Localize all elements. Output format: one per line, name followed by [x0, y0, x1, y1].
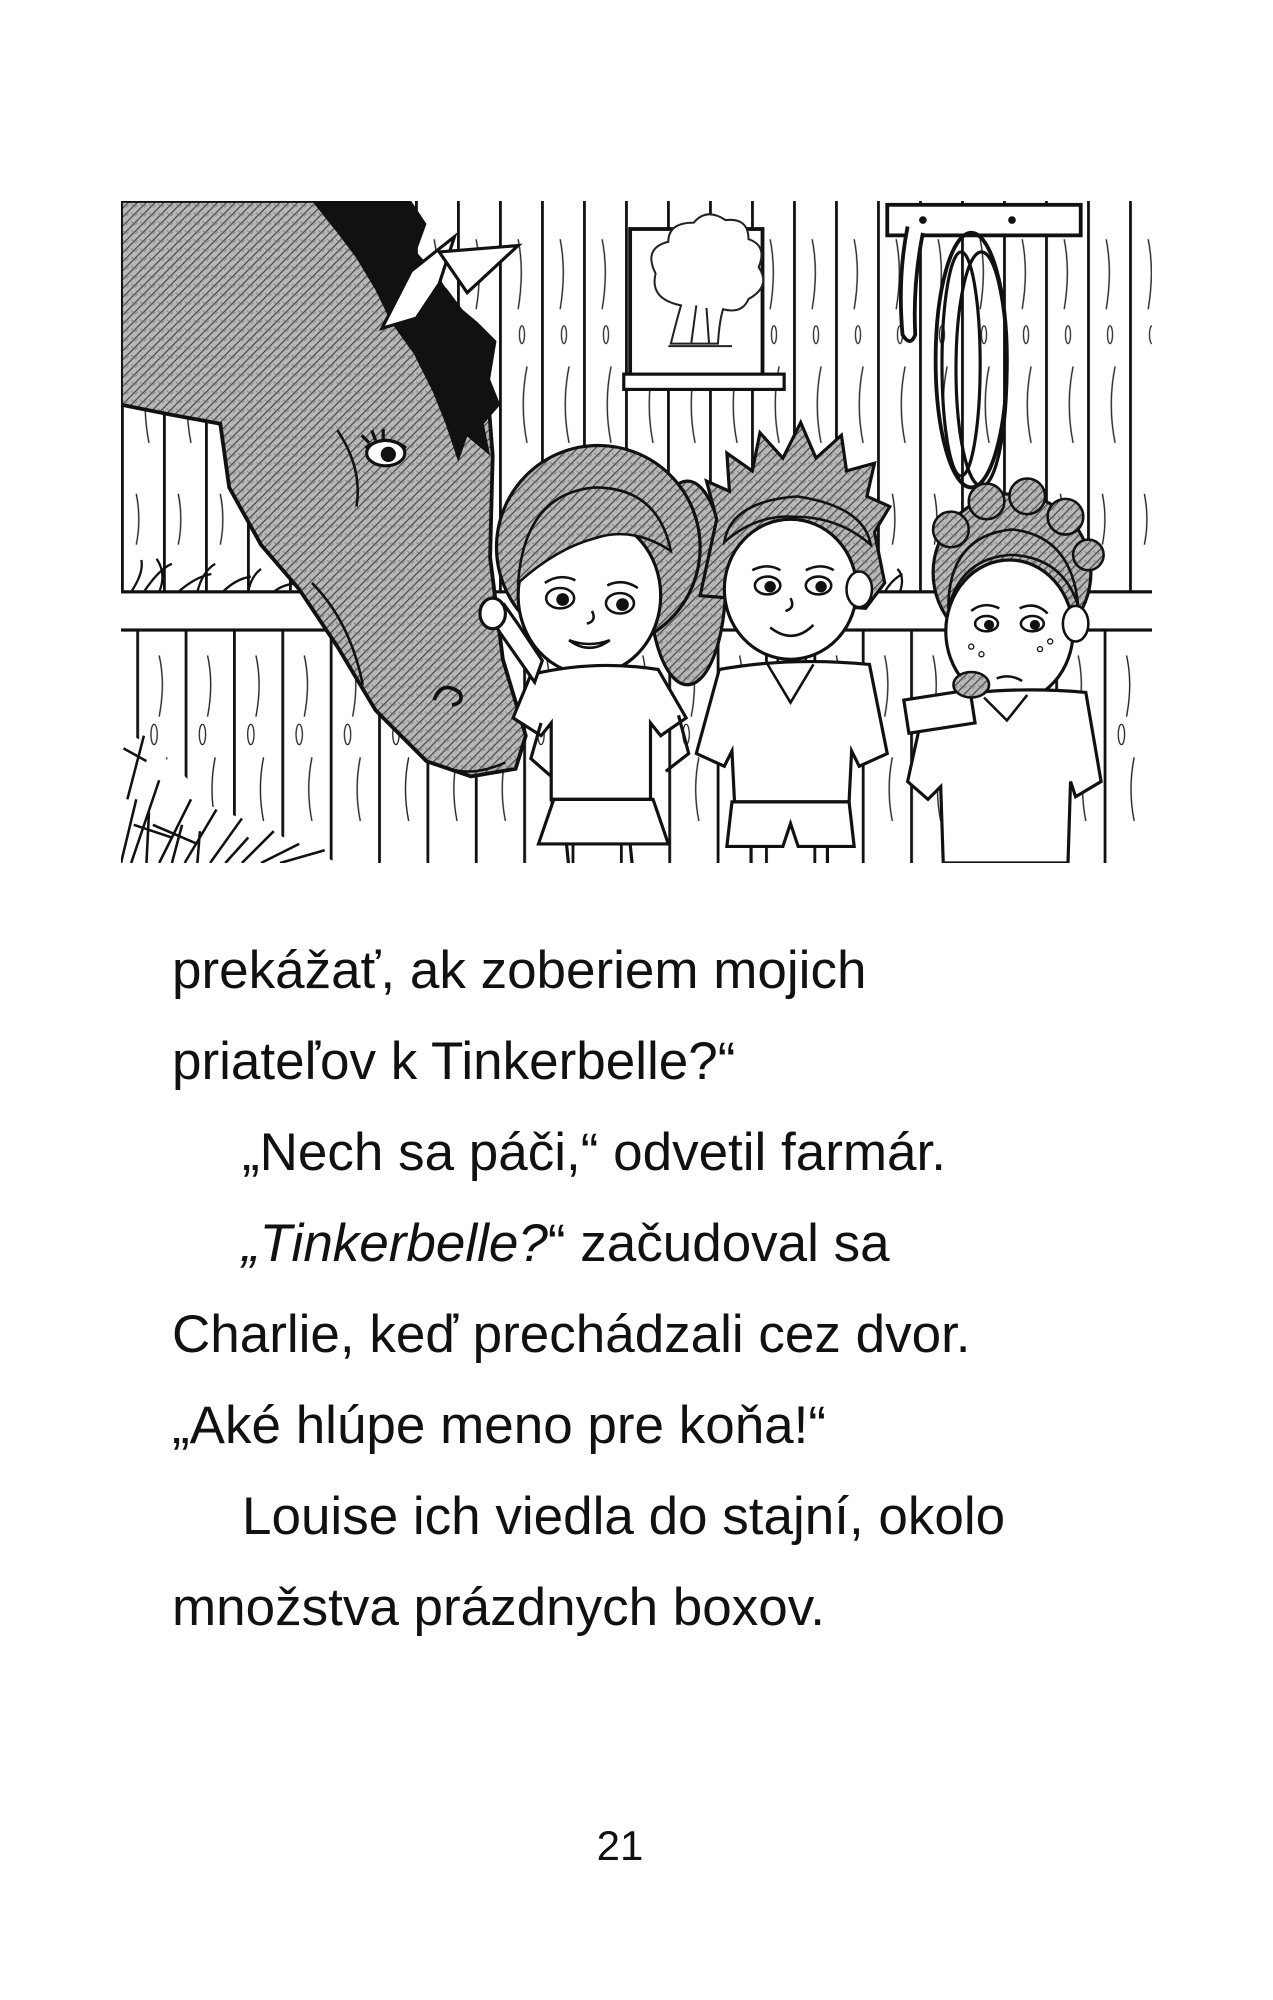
- text-line: množstva prázdnych boxov.: [172, 1578, 826, 1637]
- nail: [1008, 216, 1016, 224]
- hair-curl: [969, 484, 1005, 520]
- text-line: Charlie, keď prechádzali cez dvor.: [172, 1305, 971, 1364]
- boy-right-hand: [953, 672, 989, 697]
- page-number: 21: [596, 1822, 644, 1869]
- hair-curl: [933, 512, 969, 548]
- hair-curl: [1073, 540, 1104, 571]
- boy-middle-ear: [847, 571, 872, 607]
- boy-right-pupil: [1030, 620, 1040, 630]
- boy-middle-pupil: [815, 581, 826, 592]
- girl-pupil: [556, 593, 569, 606]
- illustration-drawing: [121, 201, 1152, 863]
- boy-middle-pupil: [764, 581, 775, 592]
- italic-horse-name: „Tinkerbelle?: [242, 1214, 548, 1273]
- text-line: „Aké hlúpe meno pre koňa!“: [172, 1396, 827, 1455]
- shelf: [624, 374, 784, 389]
- picture-frame: [624, 214, 784, 389]
- nail: [919, 216, 927, 224]
- text-line: prekážať, ak zoberiem mojich: [172, 941, 867, 1000]
- boy-middle-face: [724, 519, 856, 659]
- text-line: priateľov k Tinkerbelle?“: [172, 1032, 736, 1091]
- text-line: „Nech sa páči,“ odvetil farmár.: [242, 1123, 946, 1182]
- girl-hand: [480, 598, 505, 629]
- text-line: [172, 1198, 1152, 1289]
- text-line: Louise ich viedla do stajní, okolo: [242, 1487, 1006, 1546]
- text-span: “ začudoval sa: [547, 1214, 890, 1273]
- illustration: [121, 201, 1152, 863]
- story-text: [172, 925, 1152, 1653]
- girl-pupil: [616, 598, 629, 611]
- girl-skirt: [538, 799, 668, 844]
- horse-pupil: [381, 447, 396, 462]
- boy-right-pupil: [984, 620, 994, 630]
- hair-curl: [1009, 479, 1045, 515]
- hair-curl: [1048, 499, 1084, 535]
- boy-right-ear: [1063, 606, 1088, 642]
